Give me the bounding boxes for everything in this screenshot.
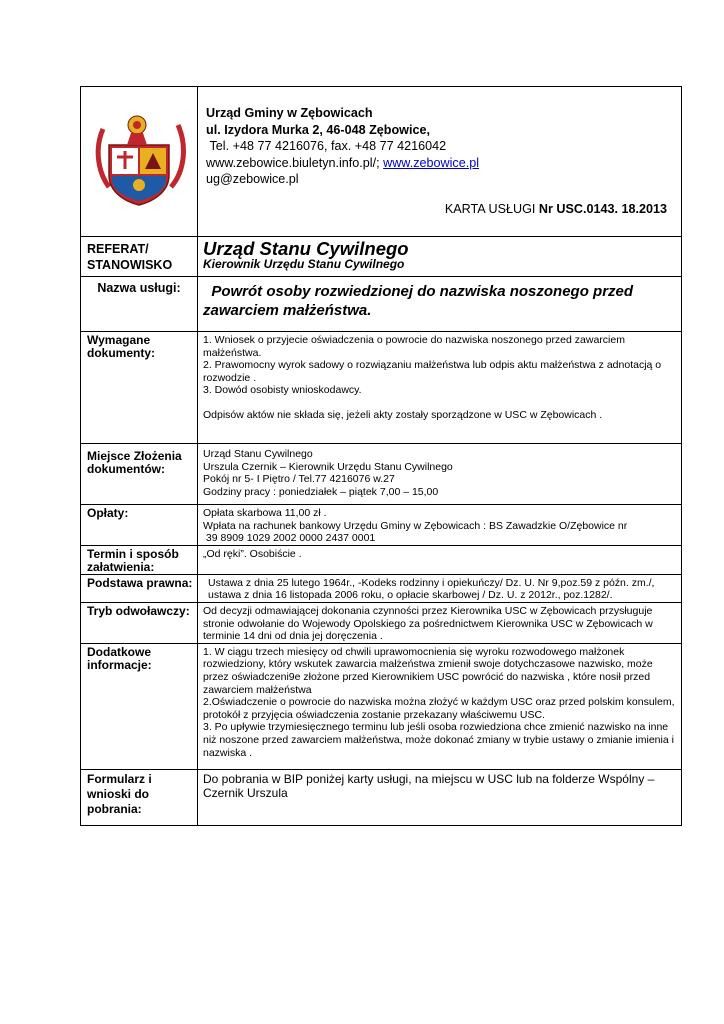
- place-line-1: Urząd Stanu Cywilnego: [203, 448, 313, 460]
- appeal-row: [81, 602, 682, 643]
- office-email: ug@zebowice.pl: [206, 172, 299, 186]
- docs-row: [81, 332, 682, 444]
- forms-value: Do pobrania w BIP poniżej karty usługi, na miejscu w USC lub na folderze Wspólny – Czernik Urszula: [198, 769, 682, 825]
- legal-row: [81, 574, 682, 602]
- forms-row: [81, 769, 682, 825]
- place-row: [81, 444, 682, 505]
- service-label: Nazwa usługi:: [81, 277, 198, 332]
- term-row: [81, 545, 682, 574]
- docs-item-2: 2. Prawomocny wyrok sadowy o rozwiązaniu małżeństwa lub odpis aktu małżeństwa z adnotacją o rozwodzie .: [203, 359, 662, 384]
- forms-label: Formularz i wnioski do pobrania:: [81, 769, 198, 825]
- place-line-4: Godziny pracy : poniedziałek – piątek 7,00 – 15,00: [203, 485, 439, 498]
- docs-item-3: 3. Dowód osobisty wnioskodawcy.: [203, 384, 362, 397]
- referat-value: [198, 237, 682, 277]
- fees-label: Opłaty:: [81, 505, 198, 546]
- website-bip: www.zebowice.biuletyn.info.pl/;: [206, 155, 380, 170]
- extra-item-2: 2.Oświadczenie o powrocie do nazwiska można złożyć w każdym USC oraz przed polskim konsulem, protokół z przyjęcia oświadczenia zostanie przekazany właściwemu USC.: [203, 696, 675, 721]
- referat-label: REFERAT/ STANOWISKO: [81, 237, 198, 277]
- referat-title: Urząd Stanu Cywilnego: [203, 238, 409, 259]
- card-number: KARTA USŁUGI Nr USC.0143. 18.2013: [444, 201, 667, 216]
- fees-value: [198, 505, 682, 546]
- coat-of-arms-logo: [81, 87, 198, 231]
- fees-line-3: 39 8909 1029 2002 0000 2437 0001: [205, 532, 376, 545]
- docs-value: [198, 332, 682, 444]
- referat-row: [81, 237, 682, 277]
- service-name: Powrót osoby rozwiedzionej do nazwiska noszonego przed zawarciem małżeństwa.: [198, 277, 682, 332]
- fees-line-2: Wpłata na rachunek bankowy Urzędu Gminy w Zębowicach : BS Zawadzkie O/Zębowice nr: [203, 519, 628, 532]
- office-address: ul. Izydora Murka 2, 46-048 Zębowice,: [206, 122, 430, 137]
- place-label: Miejsce Złożenia dokumentów:: [81, 444, 198, 505]
- extra-row: [81, 643, 682, 769]
- referat-subtitle: Kierownik Urzędu Stanu Cywilnego: [203, 257, 405, 271]
- crest-cell: [81, 87, 198, 237]
- service-card-table: [80, 86, 682, 826]
- extra-item-3: 3. Po upływie trzymiesięcznego terminu lub jeśli osoba rozwiedziona chce zmienić nazwisko na inne niż noszone przed zawarciem małżeństwa, może dokonać zmiany w trybie ustawy o zmianie imienia i nazwiska .: [203, 721, 674, 759]
- docs-item-1: 1. Wniosek o przyjecie oświadczenia o powrocie do nazwiska noszonego przed zawarciem małżeństwa.: [203, 334, 625, 359]
- office-phone: Tel. +48 77 4216076, fax. +48 77 4216042: [209, 139, 447, 153]
- place-line-3: Pokój nr 5- I Piętro / Tel.77 4216076 w.27: [203, 473, 395, 486]
- term-label: Termin i sposób załatwienia:: [81, 545, 198, 574]
- fees-line-1: Opłata skarbowa 11,00 zł .: [203, 507, 327, 519]
- legal-value: Ustawa z dnia 25 lutego 1964r., -Kodeks rodzinny i opiekuńczy/ Dz. U. Nr 9,poz.59 z późn. zm./, ustawa z dnia 16 listopada 2006 roku, o opłacie skarbowej / Dz. U. z 2012r., poz.1282/.: [198, 574, 682, 602]
- service-row: [81, 277, 682, 332]
- extra-value: [198, 643, 682, 769]
- office-name: Urząd Gminy w Zębowicach: [206, 106, 373, 120]
- extra-label: Dodatkowe informacje:: [81, 643, 198, 769]
- place-value: [198, 444, 682, 505]
- appeal-label: Tryb odwoławczy:: [81, 602, 198, 643]
- docs-label: Wymagane dokumenty:: [81, 332, 198, 444]
- fees-row: [81, 505, 682, 546]
- extra-item-1: 1. W ciągu trzech miesięcy od chwili uprawomocnienia się wyroku rozwodowego małżonek rozwiedziony, który wskutek zawarcia małżeństwa zmienił swoje dotychczasowe nazwisko, może przez oświadczeni9e złożone przed Kierownikiem USC powrócić do nazwiska , które nosił przed zawarciem małżeństwa: [203, 645, 653, 696]
- office-websites: [206, 155, 677, 172]
- docs-note: Odpisów aktów nie składa się, jeżeli akty zostały sporządzone w USC w Zębowicach .: [203, 408, 603, 421]
- header-row: [81, 87, 682, 237]
- legal-label: Podstawa prawna:: [81, 574, 198, 602]
- website-link[interactable]: www.zebowice.pl: [383, 155, 480, 170]
- place-line-2: Urszula Czernik – Kierownik Urzędu Stanu Cywilnego: [203, 460, 453, 473]
- office-info-cell: [198, 87, 682, 237]
- appeal-value: Od decyzji odmawiającej dokonania czynności przez Kierownika USC w Zębowicach przysługuje stronie odwołanie do Wojewody Opolskiego za pośrednictwem Kierownika USC w Zębowicach w terminie 14 dni od dnia jej doręczenia .: [198, 602, 682, 643]
- term-value: „Od ręki”. Osobiście .: [198, 545, 682, 574]
